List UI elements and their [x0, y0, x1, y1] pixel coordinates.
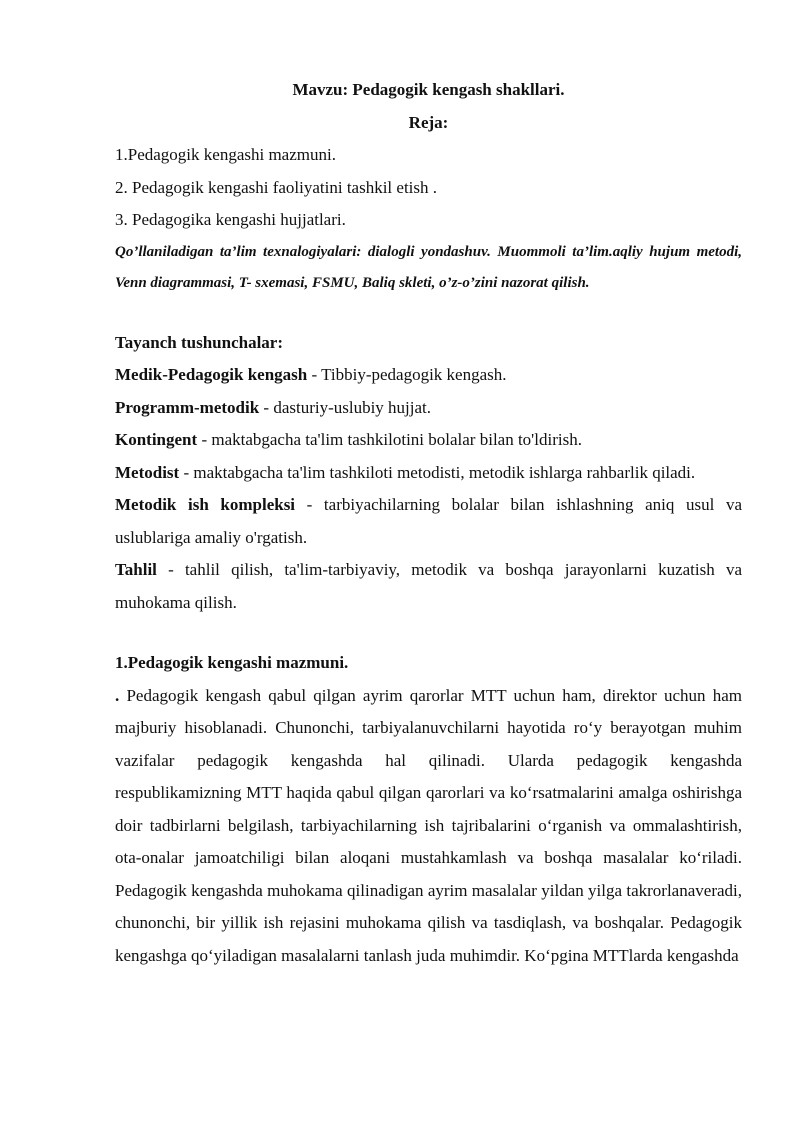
term-name: Metodik ish kompleksi: [115, 495, 296, 514]
document-body: [115, 74, 742, 972]
term-definition: - tarbiyachilarning bolalar bilan ishlashning aniq usul va uslublariga amaliy o'rgatish.: [115, 495, 743, 547]
paragraph-text: Pedagogik kengash qabul qilgan ayrim qarorlar MTT uchun ham, direktor uchun ham majburiy hisoblanadi. Chunonchi, tarbiyalanuvchilarni hayotida ro‘y berayotgan muhim vazifalar pedagogik kengashda hal qilinadi. Ularda pedagogik kengashda respublikamizning MTT haqida qabul qilgan qarorlari va ko‘rsatmalarini amalga oshirishga doir tadbirlarni belgilash, tarbiyachilarning ish tajribalarini o‘rganish va ommalashtirish, ota-onalar jamoatchiligi bilan aloqani mustahkamlash va boshqa masalalar ko‘riladi. Pedagogik kengashda muhokama qilinadigan ayrim masalalar yildan yilga takrorlanaveradi, chunonchi, bir yillik ish rejasini muhokama qilish va tasdiqlash, va boshqalar. Pedagogik kengashga qo‘yiladigan masalalarni tanlash juda muhimdir. Ko‘pgina MTTlarda kengashda: [115, 685, 742, 965]
term-definition: - Tibbiy-pedagogik kengash.: [307, 365, 507, 384]
section-heading: 1.Pedagogik kengashi mazmuni.: [115, 653, 349, 672]
term-row: [115, 457, 742, 490]
term-definition: - maktabgacha ta'lim tashkiloti metodisti, metodik ishlarga rahbarlik qiladi.: [179, 462, 696, 482]
term-row: [115, 554, 742, 619]
term-definition: - dasturiy-uslubiy hujjat.: [259, 397, 432, 417]
term-row: [115, 359, 742, 392]
term-definition: - tahlil qilish, ta'lim-tarbiyaviy, metodik va boshqa jarayonlarni kuzatish va muhokama qilish.: [115, 560, 742, 612]
plan-title: Reja:: [408, 112, 449, 132]
term-row: [115, 392, 742, 425]
term-definition: - maktabgacha ta'lim tashkilotini bolalar bilan to'ldirish.: [197, 430, 582, 449]
plan-item: 3. Pedagogika kengashi hujjatlari.: [115, 210, 346, 229]
concepts-heading: Tayanch tushunchalar:: [115, 332, 284, 352]
plan-item: 2. Pedagogik kengashi faoliyatini tashkil etish .: [115, 177, 438, 197]
document-title: Mavzu: Pedagogik kengash shakllari.: [292, 80, 565, 99]
term-row: [115, 489, 742, 554]
spacer: [115, 299, 742, 327]
spacer: [115, 619, 742, 647]
term-row: [115, 424, 742, 457]
term-name: Programm-metodik: [115, 397, 260, 417]
term-name: Kontingent: [115, 430, 198, 449]
paragraph-lead: .: [115, 685, 120, 705]
section-paragraph: [115, 680, 742, 973]
technologies-paragraph: Qo’llaniladigan ta’lim texnalogiyalari: dialogli yondashuv. Muommoli ta’lim.aqliy hujum metodi, Venn diagrammasi, T- sxemasi, FSMU, Baliq skleti, o’z-o’zini nazorat qilish.: [115, 243, 742, 291]
term-name: Medik-Pedagogik kengash: [115, 365, 308, 384]
term-name: Metodist: [115, 462, 180, 482]
term-name: Tahlil: [115, 560, 157, 579]
plan-item: 1.Pedagogik kengashi mazmuni.: [115, 145, 336, 164]
